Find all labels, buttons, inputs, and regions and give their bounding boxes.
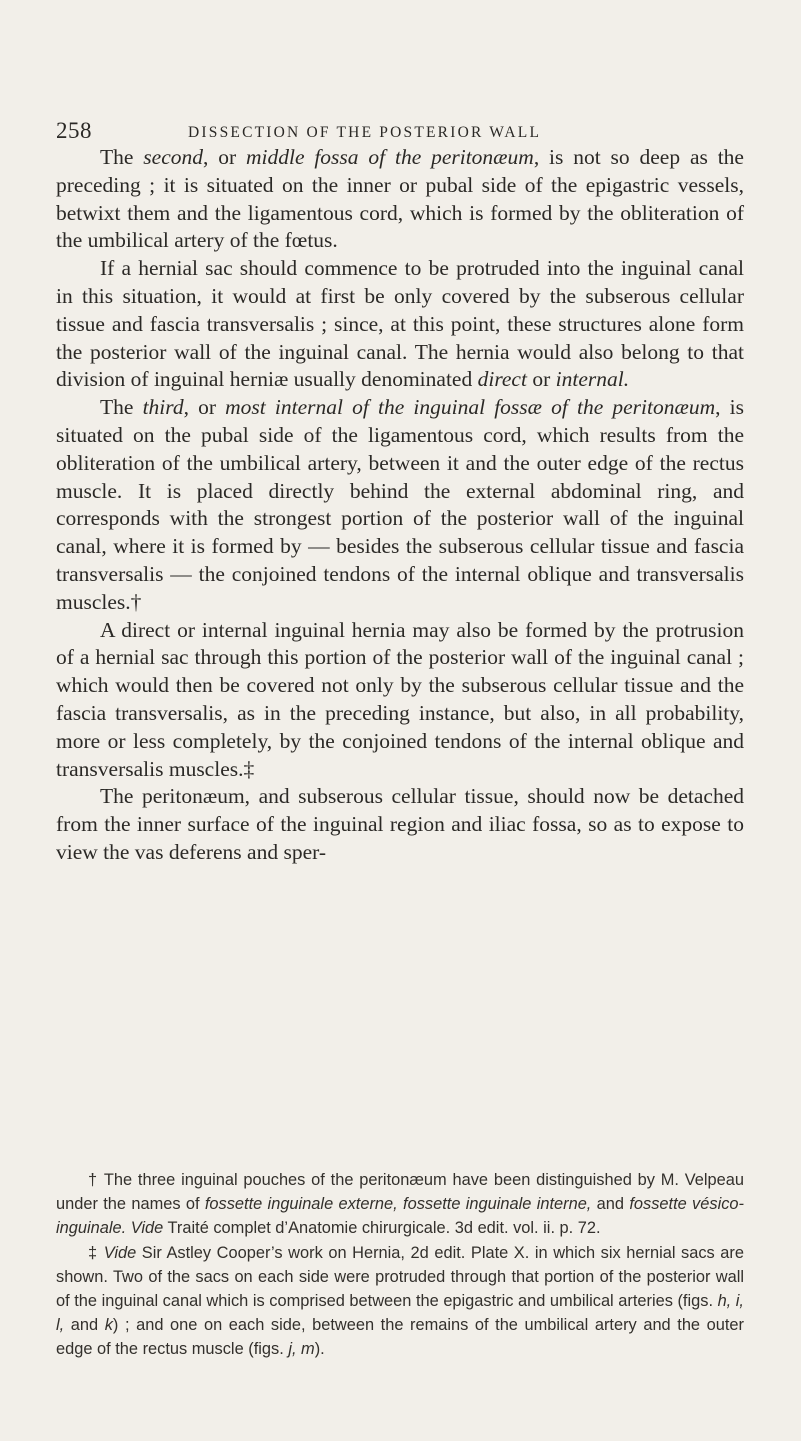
footnote-double-dagger <box>56 1241 744 1362</box>
text-run: The <box>100 145 144 169</box>
italic-text: third <box>142 395 184 420</box>
footnote-dagger <box>56 1168 744 1241</box>
text-run: If a hernial sac should commence to be protruded into the inguinal canal in this situation, it would at first be only covered by the subserous cellular tissue and fascia transversalis ; since, at this point, these structures alone form the posterior wall of the inguinal canal. The hernia would also belong to that division of inguinal herniæ usually denominated <box>56 256 744 392</box>
paragraph-second-fossa <box>56 144 744 255</box>
text-run: The <box>100 395 143 420</box>
text-run: ). <box>314 1340 325 1359</box>
italic-text: h, i, l, <box>56 1292 744 1335</box>
text-run: , is not so deep as the preceding ; it is situated on the inner or pubal side of the epigastric vessels, betwixt them and the ligamentous cord, which is formed by the obliteration of the umbilical artery of the fœtus. <box>56 145 744 253</box>
paragraph-third-fossa <box>56 394 744 616</box>
paragraph-hernial-sac <box>56 255 744 394</box>
text-run: and <box>64 1316 105 1335</box>
italic-text: middle fossa of the peritonæum <box>245 145 534 169</box>
text-run: The peritonæum, and subserous cellular tissue, should now be detached from the inner surface of the inguinal region and iliac fossa, so as to expose to view the vas deferens and sper- <box>56 784 744 864</box>
italic-text: second <box>143 145 203 169</box>
text-run: , or <box>183 395 226 420</box>
text-run: , is situated on the pubal side of the ligamentous cord, which results from the obliteration of the umbilical artery, between it and the outer edge of the rectus muscle. It is placed directly behind the external abdominal ring, and corresponds with the strongest portion of the posterior wall of the inguinal canal, where it is formed by — besides the subserous cellular tissue and fascia transversalis — the conjoined tendons of the internal oblique and transversalis muscles.† <box>56 395 744 614</box>
italic-text: Vide <box>130 1219 164 1238</box>
text-run: A direct or internal inguinal hernia may also be formed by the protrusion of a hernial sac through this portion of the posterior wall of the inguinal canal ; which would then be covered not only by the subserous cellular tissue and the fascia transversalis, as in the preceding instance, but also, in all probability, more or less completely, by the conjoined tendons of the internal oblique and transversalis muscles.‡ <box>56 617 744 781</box>
page-number: 258 <box>56 118 92 143</box>
italic-text: Vide <box>103 1243 137 1262</box>
running-head-title: DISSECTION OF THE POSTERIOR WALL <box>188 124 542 141</box>
text-run: Sir Astley Cooper’s work on Hernia, 2d edit. Plate X. in which six hernial sacs are shown. Two of the sacs on each side were protruded through that portion of the posterior wall of the inguinal canal which is comprised between the epigastric and umbilical arteries (figs. <box>56 1243 744 1311</box>
italic-text: k <box>104 1316 113 1335</box>
italic-text: most internal of the inguinal fossæ of the peritonæum <box>225 395 716 420</box>
italic-text: j, m <box>288 1340 315 1359</box>
italic-text: fossette vésico-inguinale. <box>56 1195 744 1238</box>
italic-text: direct <box>477 367 527 392</box>
text-run: , or <box>202 145 246 169</box>
paragraph-direct-hernia <box>56 617 744 784</box>
body-text <box>56 144 744 867</box>
text-run: ) ; and one on each side, between the remains of the umbilical artery and the outer edge of the rectus muscle (figs. <box>56 1316 744 1359</box>
italic-text: fossette inguinale externe, fossette inguinale interne, <box>204 1195 592 1214</box>
text-run: ‡ <box>88 1243 104 1262</box>
text-run: Traité complet d’Anatomie chirurgicale. 3d edit. vol. ii. p. 72. <box>163 1219 601 1238</box>
paragraph-peritonaeum-detached <box>56 783 744 866</box>
italic-text: internal. <box>555 367 630 392</box>
text-run: † The three inguinal pouches of the peritonæum have been distinguished by M. Velpeau under the names of <box>56 1171 744 1214</box>
footnotes <box>56 1168 744 1362</box>
text-run: and <box>591 1195 630 1214</box>
text-run: or <box>526 367 556 392</box>
